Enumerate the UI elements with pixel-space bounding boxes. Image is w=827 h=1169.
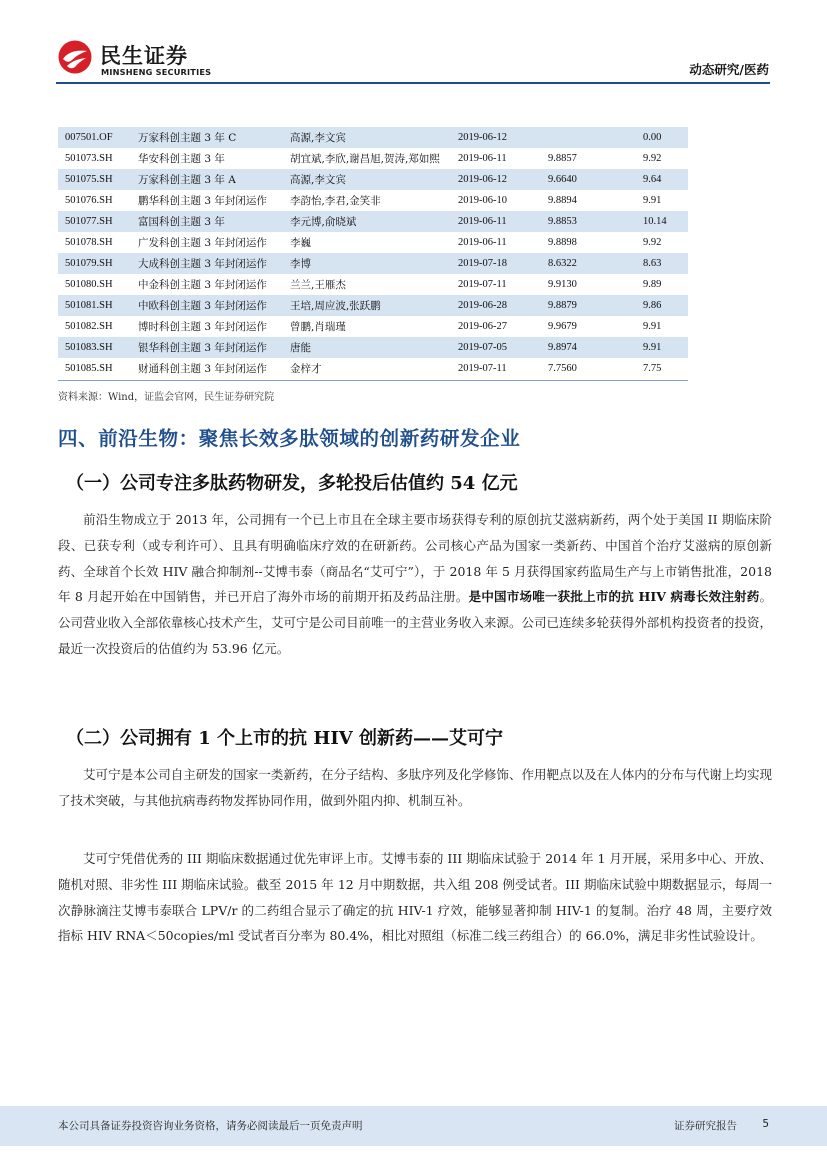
table-row: [58, 169, 688, 190]
fund-name-cell: 大成科创主题 3 年封闭运作: [131, 253, 283, 274]
establish-date-cell: 2019-07-18: [451, 253, 541, 274]
fund-code-cell: 007501.OF: [58, 127, 131, 148]
fund-size-cell: 9.64: [627, 169, 688, 190]
establish-date-cell: 2019-06-11: [458, 237, 507, 248]
fund-size-cell: 7.75: [643, 363, 662, 374]
unit-nav-cell: 7.7560: [548, 363, 577, 374]
fund-name-cell: 广发科创主题 3 年封闭运作: [138, 237, 267, 249]
table-row: [58, 316, 688, 337]
table-row: [58, 358, 688, 379]
fund-size-cell: 9.91: [627, 337, 688, 358]
fund-size-cell: 9.91: [643, 321, 662, 332]
fund-name-cell: 财通科创主题 3 年封闭运作: [138, 363, 267, 375]
fund-code-cell: 501081.SH: [58, 295, 131, 316]
establish-date-cell: 2019-06-12: [451, 127, 541, 148]
fund-name-cell: 银华科创主题 3 年封闭运作: [131, 337, 283, 358]
table-row: [58, 190, 688, 211]
establish-date-cell: 2019-06-27: [458, 321, 507, 332]
establish-date-cell: 2019-06-11: [451, 211, 541, 232]
establish-date-cell: 2019-07-11: [458, 363, 507, 374]
page-footer: [0, 1106, 827, 1146]
fund-name-cell: 博时科创主题 3 年封闭运作: [138, 321, 267, 333]
fund-managers-cell: 王培,周应波,张跃鹏: [283, 295, 451, 316]
establish-date-cell: 2019-07-05: [451, 337, 541, 358]
fund-managers-cell: 李韵怡,李君,金笑非: [290, 195, 381, 207]
paragraph-text: 艾可宁是本公司自主研发的国家一类新药，在分子结构、多肽序列及化学修饰、作用靶点以及在人体内的分布与代谢上均实现了技术突破，与其他抗病毒药物发挥协同作用，做到外阻内抑、机制互补。: [58, 767, 772, 808]
table-row: [58, 295, 688, 316]
footer-disclaimer: 本公司具备证券投资咨询业务资格，请务必阅读最后一页免责声明: [58, 1120, 363, 1132]
establish-date-cell: 2019-06-12: [451, 169, 541, 190]
fund-size-cell: 10.14: [627, 211, 688, 232]
fund-managers-cell: 兰兰,王雁杰: [290, 279, 346, 291]
unit-nav-cell: 9.8879: [541, 295, 627, 316]
table-row: [58, 127, 688, 148]
unit-nav-cell: 9.6640: [541, 169, 627, 190]
establish-date-cell: 2019-06-11: [458, 153, 507, 164]
fund-name-cell: 鹏华科创主题 3 年封闭运作: [138, 195, 267, 207]
fund-code-cell: 501077.SH: [58, 211, 131, 232]
fund-code-cell: 501083.SH: [58, 337, 131, 358]
paragraph-text: 艾可宁凭借优秀的 III 期临床数据通过优先审评上市。艾博韦泰的 III 期临床试验于 2014 年 1 月开展，采用多中心、开放、随机对照、非劣性 III 期临床试验。截至 2015 年 12 月中期数据，共入组 208 例受试者。III 期临床试验中期数据显示，每周一次静脉滴注艾博韦泰联合 LPV/r 的二药组合显示了确定的抗 HIV-1 疗效，能够显著抑制 HIV-1 的复制。治疗 48 周，主要疗效指标 HIV RNA＜50copies/ml 受试者百分率为 80.4%，相比对照组（标准二线三药组合）的 66.0%，满足非劣性试验设计。: [58, 851, 772, 944]
fund-size-cell: 9.89: [643, 279, 662, 290]
fund-managers-cell: 李博: [283, 253, 451, 274]
company-logo: [58, 40, 212, 80]
fund-code-cell: 501079.SH: [58, 253, 131, 274]
minsheng-logo-icon: [58, 40, 92, 74]
highlight-text: 是中国市场唯一获批上市的抗 HIV 病毒长效注射药: [468, 589, 760, 605]
establish-date-cell: 2019-06-28: [451, 295, 541, 316]
fund-code-cell: 501085.SH: [65, 363, 113, 374]
unit-nav-cell: 9.8974: [541, 337, 627, 358]
fund-table: [58, 127, 688, 379]
fund-code-cell: 501080.SH: [65, 279, 113, 290]
establish-date-cell: 2019-07-11: [458, 279, 507, 290]
logo-chinese-text: 民生证券: [100, 44, 188, 68]
paragraph-company-intro: [58, 507, 772, 662]
paragraph-clinical-data: [58, 846, 772, 949]
table-row: [58, 253, 688, 274]
fund-size-cell: 9.92: [643, 153, 662, 164]
fund-code-cell: 501075.SH: [58, 169, 131, 190]
fund-name-cell: 万家科创主题 3 年 A: [131, 169, 283, 190]
unit-nav-cell: 9.8857: [548, 153, 577, 164]
page-number: 5: [762, 1118, 769, 1130]
fund-size-cell: 0.00: [627, 127, 688, 148]
fund-managers-cell: 高源,李文宾: [283, 169, 451, 190]
establish-date-cell: 2019-06-10: [458, 195, 507, 206]
subsection-heading-1: （一）公司专注多肽药物研发，多轮投后估值约 54 亿元: [66, 473, 518, 494]
fund-name-cell: 中金科创主题 3 年封闭运作: [138, 279, 267, 291]
table-row: [58, 337, 688, 358]
unit-nav-cell: 9.8898: [548, 237, 577, 248]
fund-managers-cell: 金梓才: [290, 363, 322, 375]
fund-code-cell: 501073.SH: [65, 153, 113, 164]
paragraph-drug-intro: [58, 762, 772, 814]
fund-code-cell: 501082.SH: [65, 321, 113, 332]
fund-name-cell: 富国科创主题 3 年: [131, 211, 283, 232]
fund-managers-cell: 胡宜斌,李欣,谢昌旭,贺涛,郑如熙: [290, 153, 440, 165]
paragraph-text: 前沿生物成立于 2013 年，公司拥有一个已上市且在全球主要市场获得专利的原创抗艾滋病新药，两个处于美国 II 期临床阶段、已获专利（或专利许可）、且具有明确临床疗效的在研新药。公司核心产品为国家一类新药、中国首个治疗艾滋病的原创新药、全球首个长效 HIV 融合抑制剂--艾博韦泰（商品名“艾可宁”），于 2018 年 5 月获得国家药监局生产与上市销售批准，2018 年 8 月起开始在中国销售，并已开启了海外市场的前期开拓及药品注册。: [58, 512, 772, 605]
paragraph-text: 。公司营业收入全部依靠核心技术产生，艾可宁是公司目前唯一的主营业务收入来源。公司已连续多轮获得外部机构投资者的投资，最近一次投资后的估值约为 53.96 亿元。: [58, 589, 773, 656]
fund-managers-cell: 曾鹏,肖瑞瑾: [290, 321, 346, 333]
table-row: [58, 232, 688, 253]
header-divider: [56, 82, 770, 84]
fund-managers-cell: 高源,李文宾: [283, 127, 451, 148]
fund-code-cell: 501078.SH: [65, 237, 113, 248]
table-bottom-rule: [58, 380, 688, 381]
page-header: [0, 0, 827, 90]
unit-nav-cell: 8.6322: [541, 253, 627, 274]
table-row: [58, 148, 688, 169]
fund-code-cell: 501076.SH: [65, 195, 113, 206]
fund-size-cell: 9.86: [627, 295, 688, 316]
fund-name-cell: 华安科创主题 3 年: [138, 153, 225, 165]
unit-nav-cell: [541, 127, 627, 148]
fund-size-cell: 8.63: [627, 253, 688, 274]
table-row: [58, 211, 688, 232]
subsection-heading-2: （二）公司拥有 1 个上市的抗 HIV 创新药——艾可宁: [66, 728, 503, 749]
unit-nav-cell: 9.9679: [548, 321, 577, 332]
fund-name-cell: 万家科创主题 3 年 C: [131, 127, 283, 148]
fund-managers-cell: 李元博,俞晓斌: [283, 211, 451, 232]
table-source-note: 资料来源：Wind，证监会官网，民生证券研究院: [58, 392, 275, 403]
report-type-label: 动态研究/医药: [689, 62, 769, 77]
unit-nav-cell: 9.8894: [548, 195, 577, 206]
table-row: [58, 274, 688, 295]
section-heading: 四、前沿生物：聚焦长效多肽领域的创新药研发企业: [58, 427, 521, 450]
fund-managers-cell: 唐能: [283, 337, 451, 358]
unit-nav-cell: 9.8853: [541, 211, 627, 232]
fund-size-cell: 9.92: [643, 237, 662, 248]
fund-name-cell: 中欧科创主题 3 年封闭运作: [131, 295, 283, 316]
fund-size-cell: 9.91: [643, 195, 662, 206]
fund-managers-cell: 李巍: [290, 237, 311, 249]
unit-nav-cell: 9.9130: [548, 279, 577, 290]
logo-english-text: MINSHENG SECURITIES: [101, 67, 212, 77]
footer-report-label: 证券研究报告: [674, 1120, 737, 1132]
